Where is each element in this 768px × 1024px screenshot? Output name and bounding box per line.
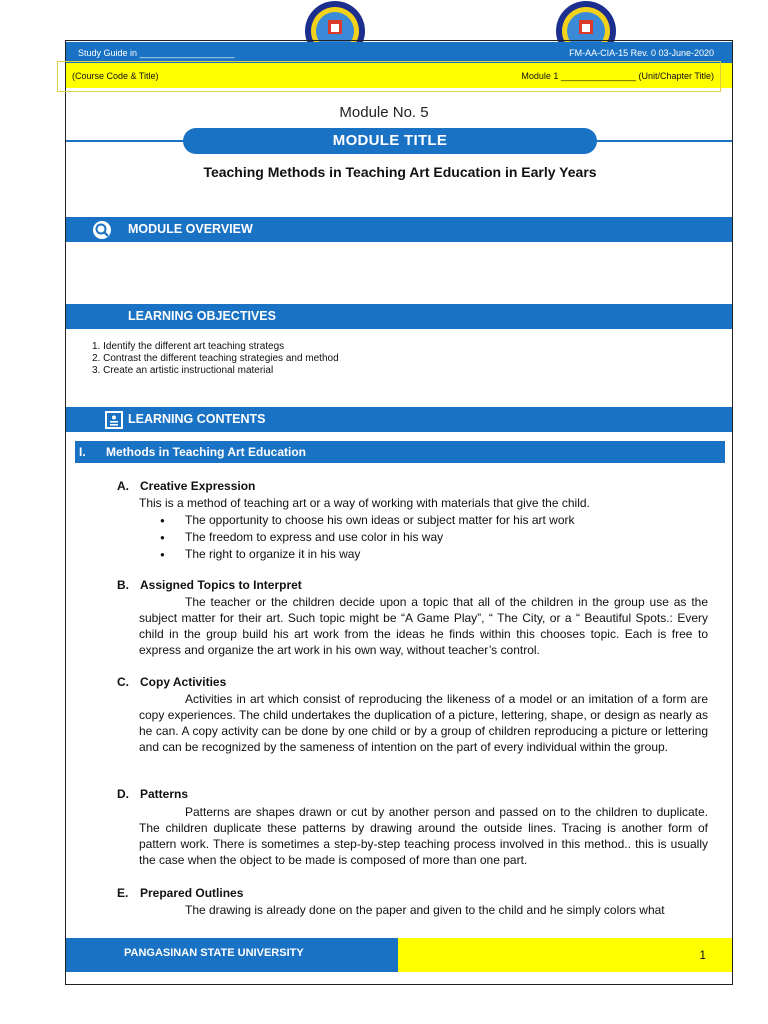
- item-heading-a: A. Creative Expression: [117, 479, 256, 493]
- learning-objectives-bar: [66, 304, 732, 329]
- bullet-item: ● The opportunity to choose his own ideas or subject matter for his art work: [160, 512, 575, 529]
- methods-number: I.: [79, 445, 86, 459]
- item-text-d: Patterns are shapes drawn or cut by another person and passed on to the children to duplicate. The children duplicate these patterns by drawing around the outside lines. Tracing is another form of pattern work. There is sometimes a step-by-step teaching process involved in this method.. this is usually the case when the object to be made is composed of more than one part.: [139, 805, 708, 867]
- page-title: Teaching Methods in Teaching Art Education in Early Years: [203, 164, 597, 180]
- item-text-e: The drawing is already done on the paper and given to the child and he simply colors what: [185, 903, 665, 917]
- item-text-c: Activities in art which consist of reproducing the likeness of a model or an imitation of a form are copy experiences. The child undertakes the duplication of a picture, lettering, shape, or design as nearly as he can. A copy activity can be done by one child or by a group of children reproducing a picture or lettering and can be recognized by the sameness of intention on the part of every individual within the group.: [139, 692, 708, 754]
- form-code: FM-AA-CIA-15 Rev. 0 03-June-2020: [569, 47, 714, 58]
- item-text-b: The teacher or the children decide upon a topic that all of the children in the group use as the subject matter for their art. Such topic might be “A Game Play”, “ The City, or a “ Beautiful Spots.: Every child in the group build his art work from the ideas he finds within this chooses topic. Each is free to express and organize the art work in his own way, without teacher’s control.: [139, 595, 708, 657]
- study-guide-label: Study Guide in ___________________: [78, 47, 235, 58]
- header-bar: [66, 42, 732, 63]
- learning-objectives-heading: LEARNING OBJECTIVES: [128, 309, 276, 323]
- page-number: 1: [398, 938, 732, 972]
- bullet-item: ● The right to organize it in his way: [160, 546, 575, 563]
- course-bar-outline: [57, 61, 721, 92]
- methods-heading: Methods in Teaching Art Education: [106, 445, 307, 459]
- module-overview-bar: [66, 217, 732, 242]
- item-heading-e: E. Prepared Outlines: [117, 886, 244, 900]
- item-heading-b: B. Assigned Topics to Interpret: [117, 578, 302, 592]
- course-code-label: (Course Code & Title): [72, 70, 159, 81]
- university-seal-right: [555, 0, 617, 42]
- learning-contents-heading: LEARNING CONTENTS: [128, 412, 266, 426]
- footer-university: PANGASINAN STATE UNIVERSITY: [66, 938, 398, 972]
- module-line-label: Module 1 _______________ (Unit/Chapter Title): [521, 70, 714, 81]
- methods-heading-bar: [75, 441, 725, 463]
- university-seal-left: [304, 0, 366, 42]
- module-title-label: MODULE TITLE: [183, 128, 597, 154]
- item-heading-c: C. Copy Activities: [117, 675, 227, 689]
- bullet-item: ● The freedom to express and use color in his way: [160, 529, 575, 546]
- objectives-list: [92, 341, 339, 377]
- item-text-a: This is a method of teaching art or a way of working with materials that give the child.: [139, 496, 590, 510]
- document-icon: [104, 410, 124, 430]
- learning-contents-bar: [66, 407, 732, 432]
- module-overview-heading: MODULE OVERVIEW: [128, 222, 253, 236]
- objective-item: 3. Create an artistic instructional material: [92, 365, 274, 376]
- module-number: Module No. 5: [339, 104, 429, 121]
- objective-item: 2. Contrast the different teaching strategies and method: [92, 353, 339, 364]
- search-icon: [92, 220, 112, 240]
- creative-expression-bullets: [160, 512, 575, 563]
- item-heading-d: D. Patterns: [117, 787, 189, 801]
- objective-item: 1. Identify the different art teaching strategs: [92, 341, 285, 352]
